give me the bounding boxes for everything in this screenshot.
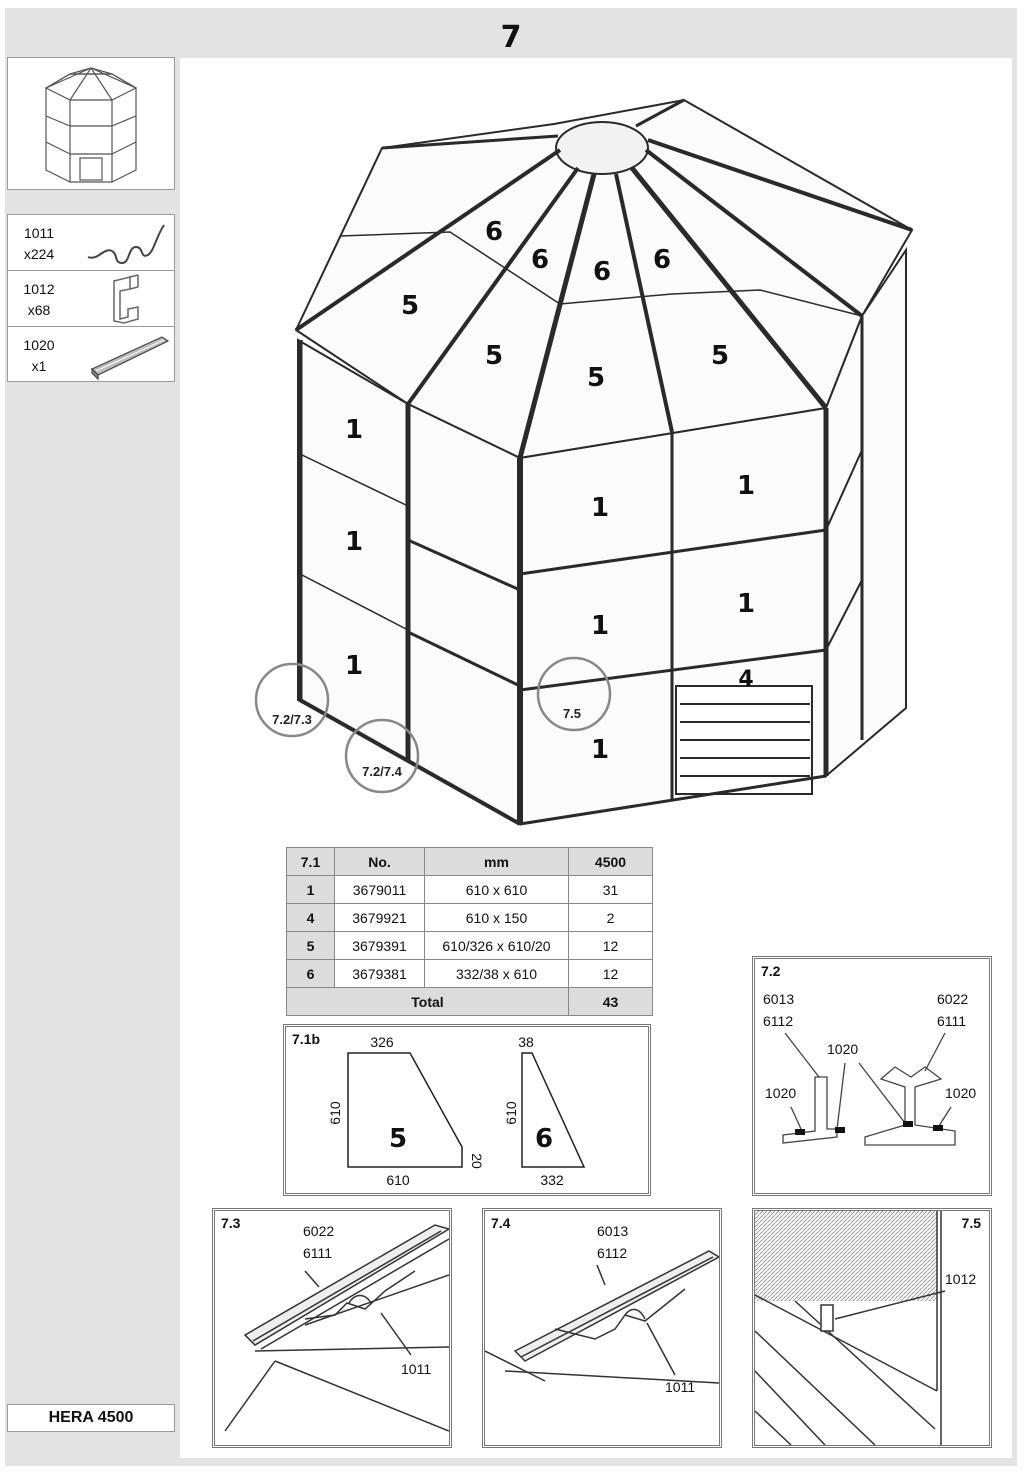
step-number: 7	[500, 19, 522, 55]
panel-number: 6	[484, 217, 504, 247]
detail-7-4: 7.4 6013 6112 1011	[482, 1208, 722, 1448]
total-value: 43	[569, 988, 653, 1016]
panel-number: 1	[344, 415, 364, 445]
panel-number: 1	[590, 611, 610, 641]
svg-text:326: 326	[370, 1034, 394, 1050]
panel-number: 1	[590, 493, 610, 523]
svg-text:610: 610	[386, 1172, 410, 1188]
detail-tag: 7.4	[491, 1215, 511, 1231]
part-qty: x1	[31, 358, 47, 374]
table-row: 5 3679391 610/326 x 610/20 12	[287, 932, 653, 960]
part-qty: x224	[23, 246, 55, 262]
detail-7-3: 7.3 6022 6111 1011	[212, 1208, 452, 1448]
panel-number: 5	[400, 291, 420, 321]
shape-6-label: 6	[534, 1124, 554, 1154]
callout-label: 7.5	[562, 706, 582, 721]
detail-7-1b	[283, 1024, 651, 1196]
part-code: 1011	[23, 225, 55, 241]
svg-text:20: 20	[469, 1153, 485, 1169]
part-qty: x68	[27, 302, 51, 318]
panel-number: 5	[710, 341, 730, 371]
panel-number: 5	[484, 341, 504, 371]
model-name: HERA 4500	[7, 1404, 175, 1432]
table-header: No.	[335, 848, 425, 876]
svg-text:610: 610	[503, 1101, 519, 1125]
shape-5-label: 5	[388, 1124, 408, 1154]
panel-number: 5	[586, 363, 606, 393]
total-label: Total	[287, 988, 569, 1016]
callout-label: 7.2/7.3	[272, 712, 312, 727]
detail-tag: 7.5	[961, 1215, 981, 1231]
panel-number: 1	[736, 471, 756, 501]
table-header: 4500	[569, 848, 653, 876]
table-row: 4 3679921 610 x 150 2	[287, 904, 653, 932]
detail-7-5: 7.5 1012	[752, 1208, 992, 1448]
svg-text:38: 38	[518, 1034, 534, 1050]
panel-number: 1	[344, 651, 364, 681]
table-header: 7.1	[287, 848, 335, 876]
panel-number: 6	[592, 257, 612, 287]
part-code: 1020	[23, 337, 55, 353]
parts-table	[286, 847, 653, 1016]
panel-number: 4	[738, 667, 754, 692]
panel-number: 1	[736, 589, 756, 619]
detail-tag: 7.1b	[292, 1031, 321, 1047]
table-row: 1 3679011 610 x 610 31	[287, 876, 653, 904]
svg-text:610: 610	[327, 1101, 343, 1125]
callout-label: 7.2/7.4	[362, 764, 402, 779]
part-code: 1012	[23, 281, 55, 297]
table-header: mm	[425, 848, 569, 876]
panel-number: 1	[590, 735, 610, 765]
panel-number: 1	[344, 527, 364, 557]
table-row: 6 3679381 332/38 x 610 12	[287, 960, 653, 988]
panel-number: 6	[652, 245, 672, 275]
table-total-row	[287, 988, 653, 1016]
detail-tag: 7.3	[221, 1215, 241, 1231]
detail-tag: 7.2	[761, 963, 781, 979]
panel-number: 6	[530, 245, 550, 275]
detail-7-2: 7.2 6013 6112 6022 6111 1020 1020 1020	[752, 956, 992, 1196]
svg-text:332: 332	[540, 1172, 564, 1188]
